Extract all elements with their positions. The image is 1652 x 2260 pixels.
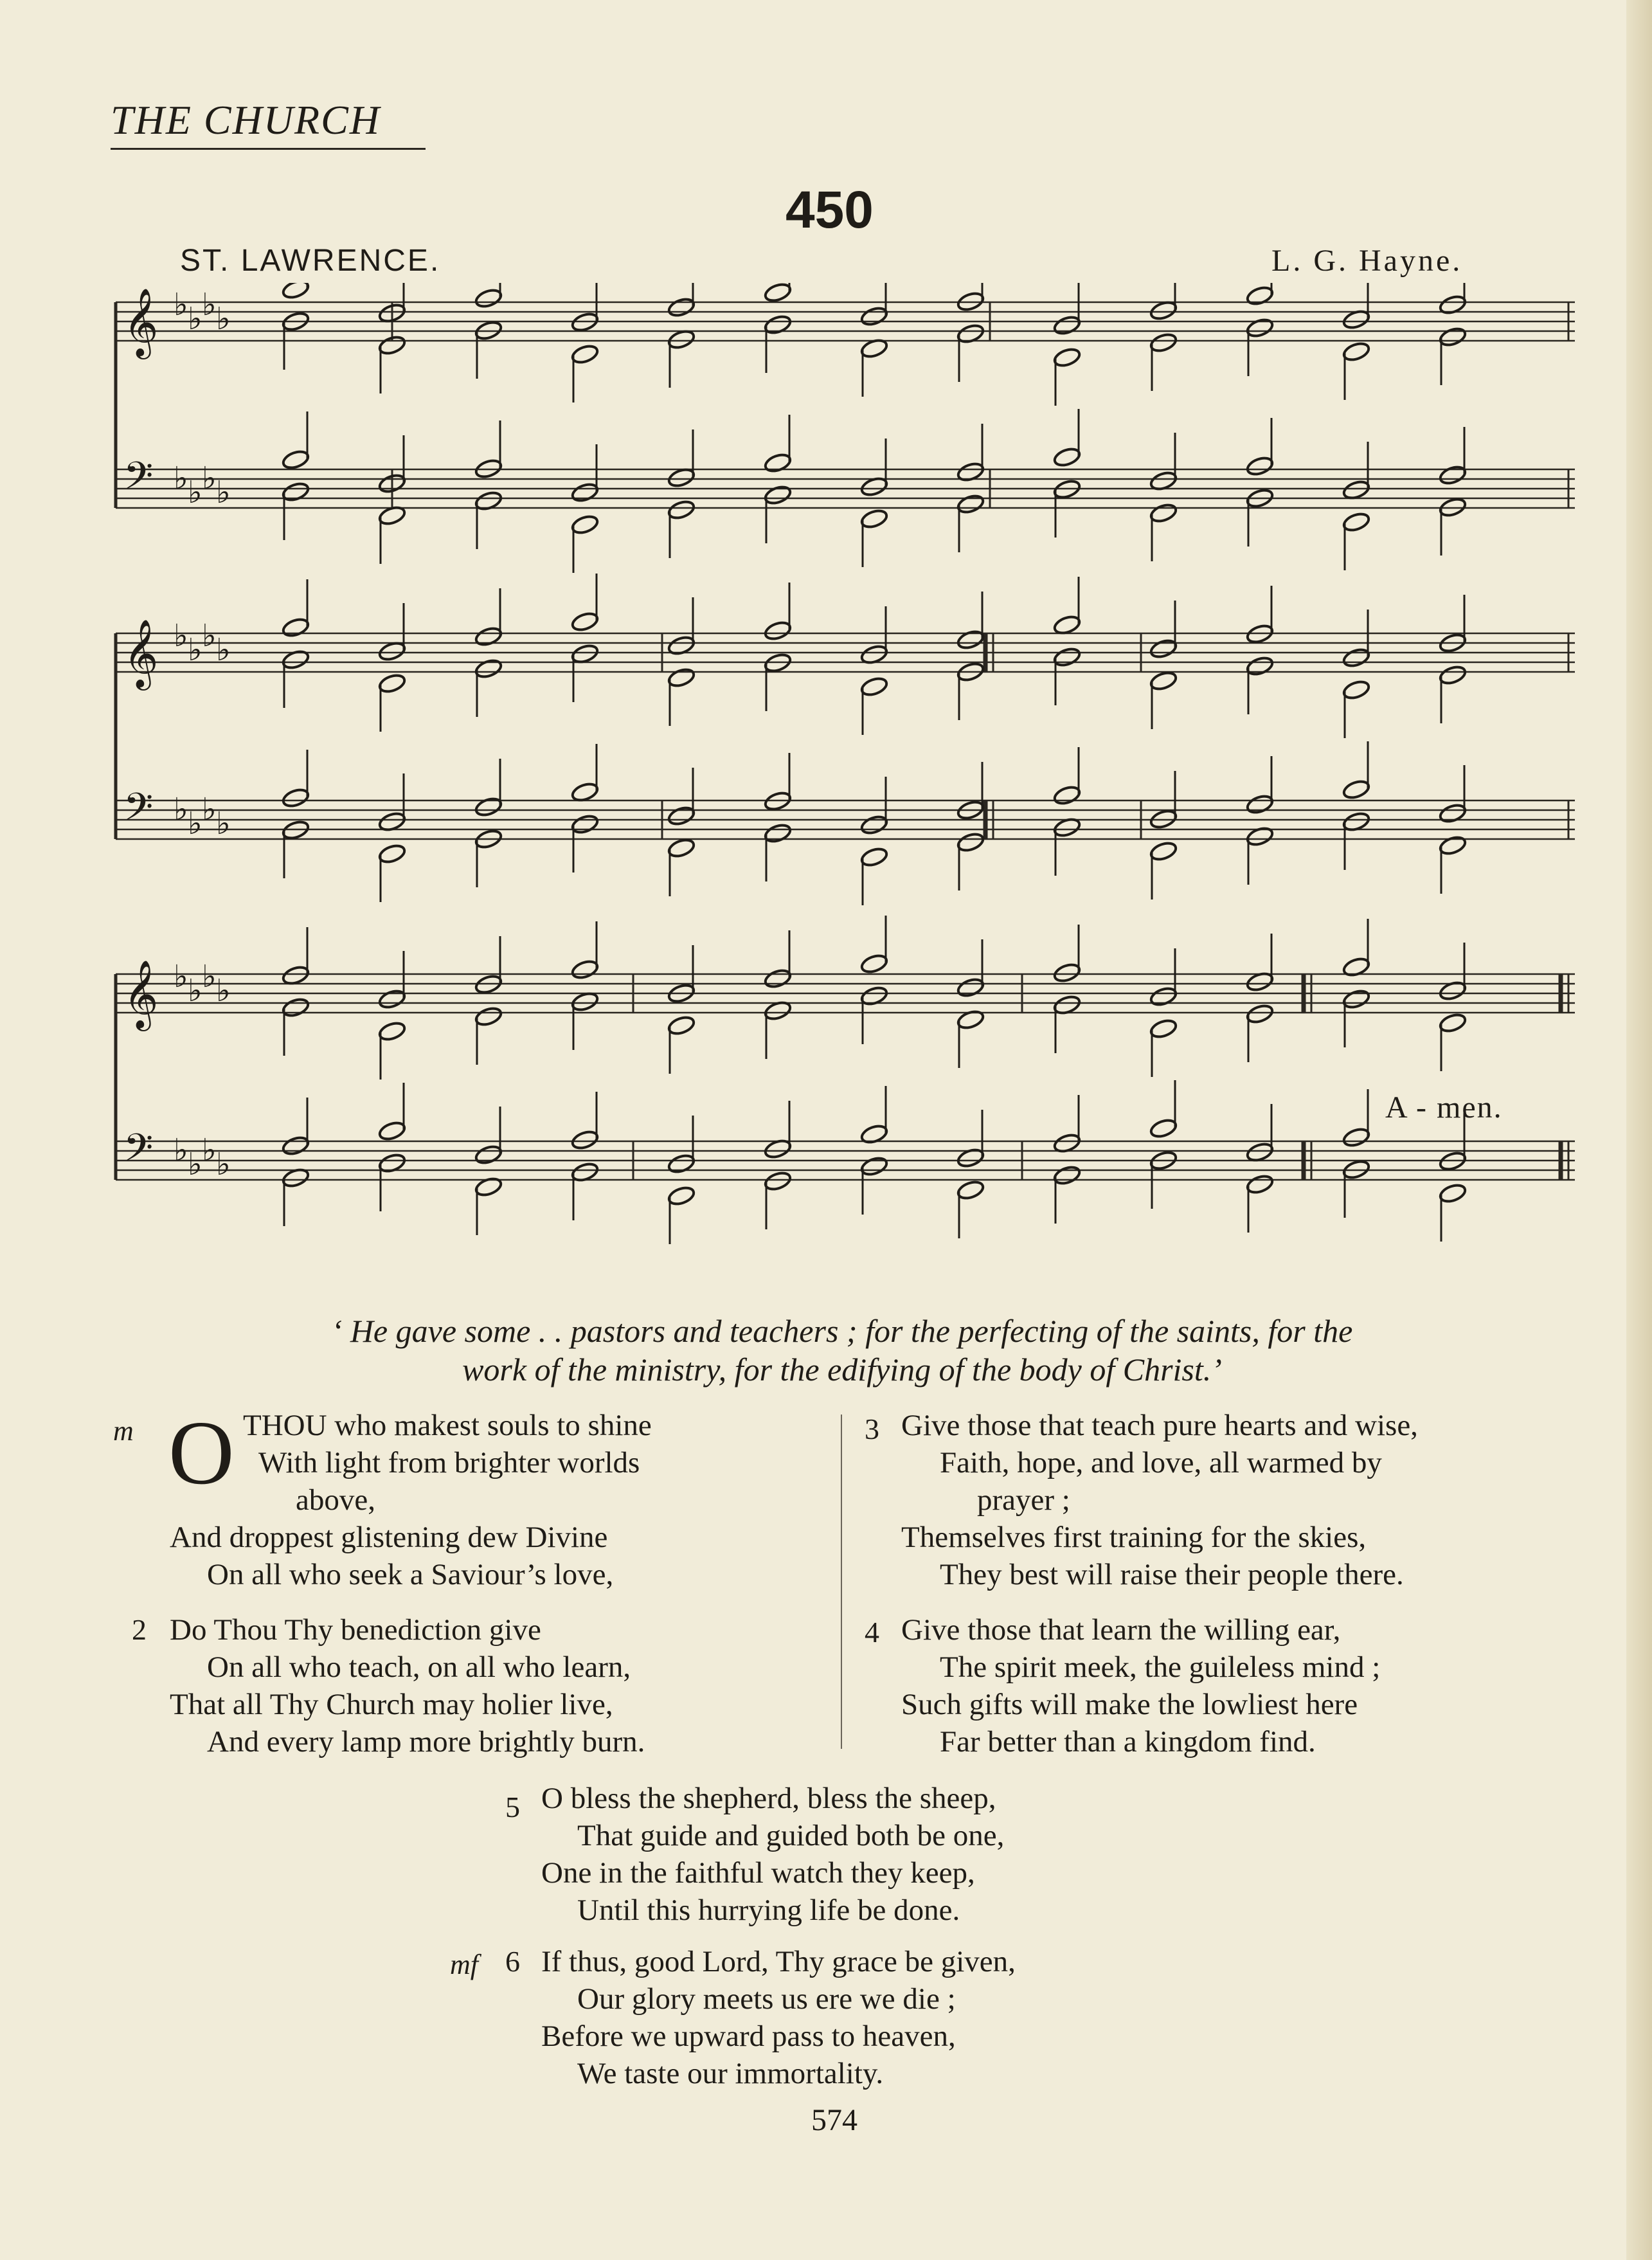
note-head bbox=[1052, 646, 1081, 668]
verse-3-line-5: They best will raise their people there. bbox=[940, 1558, 1404, 1591]
note-head bbox=[1342, 679, 1370, 701]
note-head bbox=[956, 831, 985, 853]
note-head bbox=[474, 1144, 503, 1166]
verse-6-line-2: Our glory meets us ere we die ; bbox=[577, 1982, 956, 2016]
flat-sign: ♭ bbox=[216, 301, 231, 337]
verse-3-line-2: Faith, hope, and love, all warmed by bbox=[940, 1446, 1382, 1479]
treble-clef: 𝄞 bbox=[123, 619, 159, 687]
music-score bbox=[109, 283, 1581, 1279]
note-head bbox=[377, 843, 406, 865]
note-head bbox=[1438, 835, 1467, 856]
flat-sign: ♭ bbox=[202, 959, 217, 995]
note-head bbox=[1245, 1003, 1274, 1025]
verse-5-line-1: O bless the shepherd, bless the sheep, bbox=[541, 1782, 996, 1815]
note-head bbox=[1342, 779, 1370, 800]
note-head bbox=[570, 343, 599, 365]
column-rule bbox=[841, 1415, 842, 1749]
note-head bbox=[763, 452, 792, 474]
hymn-number: 450 bbox=[786, 181, 874, 239]
bass-clef: 𝄢 bbox=[123, 453, 154, 507]
note-head bbox=[570, 482, 599, 503]
note-head bbox=[956, 629, 985, 651]
flat-sign: ♭ bbox=[174, 460, 188, 496]
note-head bbox=[667, 667, 696, 689]
note-head bbox=[1245, 793, 1274, 815]
note-head bbox=[956, 977, 985, 999]
note-head bbox=[859, 846, 888, 868]
verse-2-line-4: And every lamp more brightly burn. bbox=[207, 1725, 645, 1758]
verse-2-line-3: That all Thy Church may holier live, bbox=[170, 1688, 613, 1721]
flat-sign: ♭ bbox=[202, 460, 217, 496]
note-head bbox=[1149, 332, 1178, 354]
verse-2-line-1: Do Thou Thy benediction give bbox=[170, 1613, 541, 1647]
note-head bbox=[667, 1185, 696, 1207]
composer: L. G. Hayne. bbox=[1271, 244, 1463, 278]
note-head bbox=[763, 1170, 792, 1192]
scripture-quote bbox=[167, 1312, 1517, 1389]
note-head bbox=[1052, 347, 1081, 368]
note-head bbox=[1438, 664, 1467, 686]
note-head bbox=[1438, 802, 1467, 824]
scripture-line-1: ‘ He gave some . . pastors and teachers ; for the perfecting of the saints, for the bbox=[331, 1313, 1353, 1349]
verse-3-number: 3 bbox=[865, 1413, 879, 1445]
flat-sign: ♭ bbox=[202, 791, 217, 827]
note-head bbox=[763, 968, 792, 990]
note-head bbox=[377, 1120, 406, 1142]
verse-4-line-2: The spirit meek, the guileless mind ; bbox=[940, 1650, 1381, 1684]
tune-name: ST. LAWRENCE. bbox=[180, 244, 441, 278]
verse-6-line-4: We taste our immortality. bbox=[577, 2057, 884, 2090]
note-head bbox=[281, 997, 310, 1018]
note-head bbox=[1052, 314, 1081, 336]
flat-sign: ♭ bbox=[188, 1146, 202, 1182]
verse-5-line-3: One in the faithful watch they keep, bbox=[541, 1856, 975, 1890]
note-head bbox=[1342, 988, 1370, 1010]
flat-sign: ♭ bbox=[202, 618, 217, 654]
verse-1-dropcap: O bbox=[168, 1402, 235, 1503]
verse-4-line-3: Such gifts will make the lowliest here bbox=[901, 1688, 1358, 1721]
note-head bbox=[859, 1155, 888, 1177]
note-head bbox=[1245, 655, 1274, 677]
note-head bbox=[763, 620, 792, 642]
note-head bbox=[859, 508, 888, 530]
note-head bbox=[1342, 647, 1370, 669]
note-head bbox=[1149, 840, 1178, 862]
flat-sign: ♭ bbox=[188, 973, 202, 1009]
note-head bbox=[1342, 511, 1370, 533]
note-head bbox=[763, 822, 792, 844]
note-head bbox=[859, 305, 888, 327]
note-head bbox=[1245, 455, 1274, 477]
note-head bbox=[474, 287, 503, 309]
note-head bbox=[570, 611, 599, 633]
flat-sign: ♭ bbox=[216, 973, 231, 1009]
note-head bbox=[859, 814, 888, 836]
flat-sign: ♭ bbox=[216, 632, 231, 668]
flat-sign: ♭ bbox=[188, 806, 202, 842]
note-head bbox=[1438, 326, 1467, 348]
note-head bbox=[377, 334, 406, 356]
note-head bbox=[956, 1179, 985, 1201]
note-head bbox=[281, 1135, 310, 1157]
note-head bbox=[377, 988, 406, 1010]
note-head bbox=[667, 1015, 696, 1036]
verse-1-line-3: above, bbox=[296, 1483, 375, 1517]
verse-6-number: 6 bbox=[505, 1945, 520, 1978]
note-head bbox=[281, 617, 310, 638]
verse-3-line-1: Give those that teach pure hearts and wise, bbox=[901, 1409, 1418, 1442]
flat-sign: ♭ bbox=[202, 1132, 217, 1168]
note-head bbox=[474, 796, 503, 818]
note-head bbox=[281, 449, 310, 471]
verse-4-line-1: Give those that learn the willing ear, bbox=[901, 1613, 1341, 1647]
verse-3-line-3: prayer ; bbox=[977, 1483, 1070, 1517]
page-edge bbox=[1626, 0, 1652, 2260]
note-head bbox=[1052, 962, 1081, 984]
flat-sign: ♭ bbox=[188, 632, 202, 668]
bass-clef: 𝄢 bbox=[123, 1125, 154, 1179]
verse-2-line-2: On all who teach, on all who learn, bbox=[207, 1650, 631, 1684]
flat-sign: ♭ bbox=[216, 1146, 231, 1182]
note-head bbox=[281, 481, 310, 503]
note-head bbox=[1245, 317, 1274, 339]
note-head bbox=[281, 283, 310, 300]
flat-sign: ♭ bbox=[188, 475, 202, 511]
verse-1-line-2: With light from brighter worlds bbox=[258, 1446, 640, 1479]
note-head bbox=[667, 805, 696, 827]
note-head bbox=[763, 314, 792, 336]
verse-5-line-2: That guide and guided both be one, bbox=[577, 1819, 1005, 1852]
note-head bbox=[667, 1153, 696, 1175]
flat-sign: ♭ bbox=[174, 287, 188, 323]
flat-sign: ♭ bbox=[174, 1132, 188, 1168]
note-head bbox=[1052, 446, 1081, 468]
treble-clef: 𝄞 bbox=[123, 959, 159, 1028]
verse-5-number: 5 bbox=[505, 1791, 520, 1823]
amen-lyric: A - men. bbox=[1385, 1090, 1503, 1125]
verse-5-line-4: Until this hurrying life be done. bbox=[577, 1894, 960, 1927]
note-head bbox=[1149, 502, 1178, 524]
flat-sign: ♭ bbox=[216, 475, 231, 511]
note-head bbox=[1052, 1164, 1081, 1186]
note-head bbox=[1149, 1117, 1178, 1139]
note-head bbox=[1342, 341, 1370, 363]
note-head bbox=[474, 626, 503, 647]
note-head bbox=[1438, 1182, 1467, 1204]
note-head bbox=[1052, 784, 1081, 806]
flat-sign: ♭ bbox=[188, 301, 202, 337]
note-head bbox=[1149, 638, 1178, 660]
note-head bbox=[570, 1129, 599, 1151]
music-systems bbox=[116, 283, 1575, 1244]
note-head bbox=[377, 673, 406, 694]
note-head bbox=[859, 676, 888, 698]
note-head bbox=[1149, 986, 1178, 1008]
note-head bbox=[667, 499, 696, 521]
note-head bbox=[1438, 1012, 1467, 1034]
running-head: THE CHURCH bbox=[111, 96, 426, 150]
page-number: 574 bbox=[811, 2103, 857, 2137]
note-head bbox=[1245, 285, 1274, 307]
scripture-line-2: work of the ministry, for the edifying of the body of Christ.’ bbox=[462, 1351, 1222, 1388]
verse-6-line-1: If thus, good Lord, Thy grace be given, bbox=[541, 1945, 1016, 1978]
verse-1-line-4: And droppest glistening dew Divine bbox=[170, 1521, 608, 1554]
verse-4-number: 4 bbox=[865, 1616, 879, 1649]
verse-1-line-5: On all who seek a Saviour’s love, bbox=[207, 1558, 614, 1591]
note-head bbox=[859, 953, 888, 975]
flat-sign: ♭ bbox=[216, 806, 231, 842]
flat-sign: ♭ bbox=[202, 287, 217, 323]
flat-sign: ♭ bbox=[174, 959, 188, 995]
treble-clef: 𝄞 bbox=[123, 287, 159, 356]
verse-2-number: 2 bbox=[132, 1613, 147, 1646]
flat-sign: ♭ bbox=[174, 618, 188, 654]
note-head bbox=[763, 283, 792, 303]
note-head bbox=[763, 484, 792, 506]
verse-1-line-1: THOU who makest souls to shine bbox=[243, 1409, 652, 1442]
note-head bbox=[956, 493, 985, 515]
note-head bbox=[474, 658, 503, 680]
note-head bbox=[1149, 670, 1178, 692]
note-head bbox=[1438, 464, 1467, 486]
verse-6-dynamic: mf bbox=[450, 1949, 478, 1980]
note-head bbox=[377, 1020, 406, 1042]
note-head bbox=[667, 296, 696, 318]
note-head bbox=[1342, 1126, 1370, 1148]
flat-sign: ♭ bbox=[174, 791, 188, 827]
verse-6-line-3: Before we upward pass to heaven, bbox=[541, 2020, 956, 2053]
note-head bbox=[570, 813, 599, 835]
note-head bbox=[1245, 1173, 1274, 1195]
note-head bbox=[281, 787, 310, 809]
verse-3-line-4: Themselves first training for the skies, bbox=[901, 1521, 1367, 1554]
note-head bbox=[1149, 1018, 1178, 1040]
note-head bbox=[667, 837, 696, 859]
verse-4-line-4: Far better than a kingdom find. bbox=[940, 1725, 1316, 1758]
verse-1-dynamic: m bbox=[113, 1415, 134, 1447]
bass-clef: 𝄢 bbox=[123, 784, 154, 838]
note-head bbox=[570, 959, 599, 981]
note-head bbox=[570, 514, 599, 536]
note-head bbox=[474, 1006, 503, 1027]
